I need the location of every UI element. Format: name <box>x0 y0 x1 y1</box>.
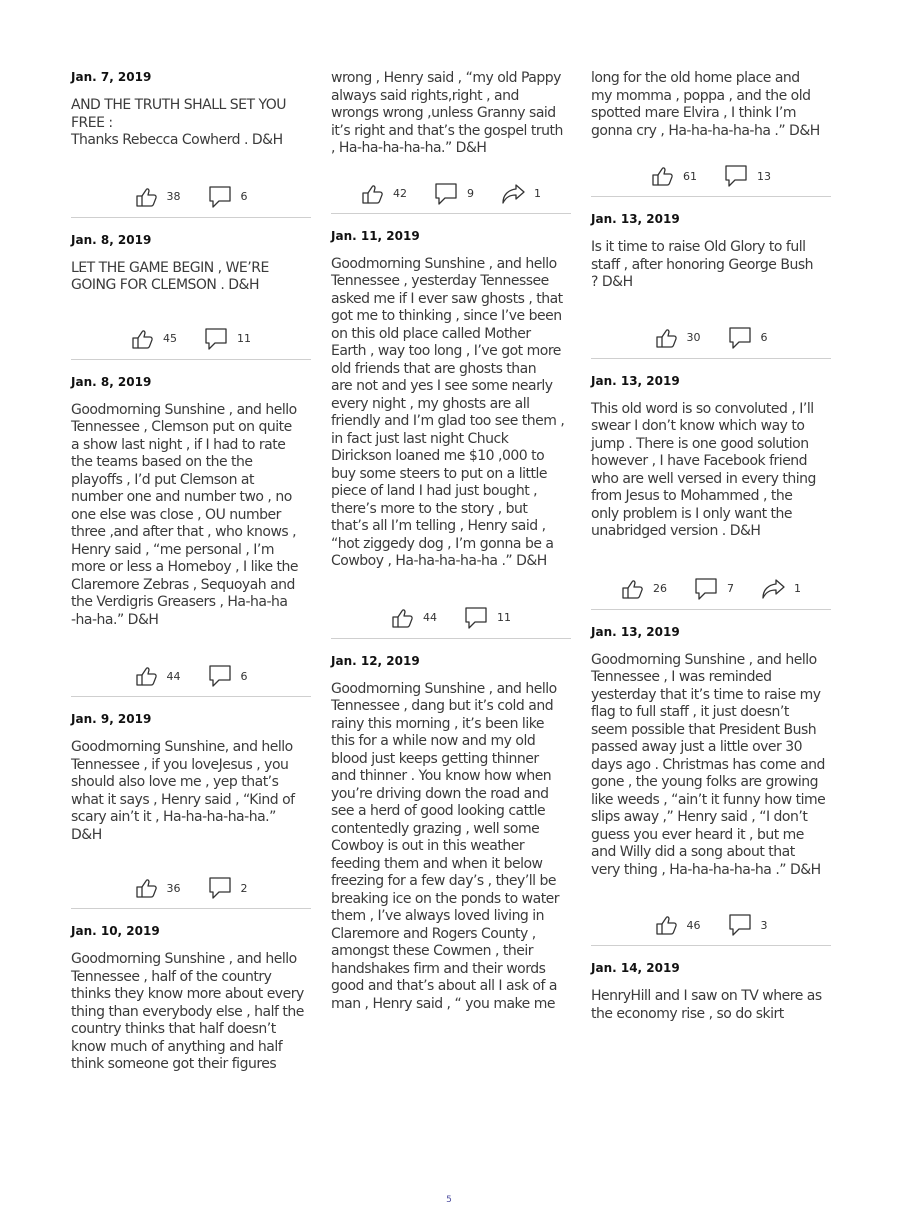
comment-button[interactable] <box>207 876 248 900</box>
share-button[interactable] <box>760 578 801 600</box>
like-button[interactable] <box>131 328 177 350</box>
post <box>591 212 831 350</box>
comment-icon <box>693 577 719 601</box>
like-count: 45 <box>163 332 177 345</box>
share-button[interactable] <box>500 183 541 205</box>
comment-icon <box>207 876 233 900</box>
divider <box>591 358 831 359</box>
thumbs-up-icon <box>131 328 155 350</box>
comment-icon <box>463 606 489 630</box>
like-button[interactable] <box>621 578 667 600</box>
like-button[interactable] <box>135 186 181 208</box>
post-text: Goodmorning Sunshine , and hello Tennessee , yesterday Tennessee asked me if I ever saw ghosts , that got me to thinking , since I’ve been on this old place called Mother Earth , way too long , I’ve got more old friends that are ghosts than are not and yes I see some nearly every night , my ghosts are all friendly and I’m glad too see them , in fact just last night Chuck Dirickson loaned me $10 ,000 to buy some steers to put on a little piece of land I had just bought , there’s more to the story , but that’s all I’m telling , Henry said , “hot ziggedy dog , I’m gonna be a Cowboy , Ha-ha-ha-ha-ha .” D&H <box>331 255 565 569</box>
thumbs-up-icon <box>361 183 385 205</box>
post-text: Goodmorning Sunshine , and hello Tennessee , dang but it’s cold and rainy this morning , it’s been like this for a while now and my old blood just keeps getting thinner and thinner . You know how when you’re driving down the road and see a herd of good looking cattle contentedly grazing , well some Cowboy is out in this weather feeding them and when it below freezing for a few day’s , they’ll be breaking ice on the ponds to water them , I’ve always loved living in Claremore and Rogers County , amongst these Cowmen , their handshakes firm and their words good and that’s about all I ask of a man , Henry said , “ you make me <box>331 680 560 1012</box>
post-text: HenryHill and I saw on TV where as the economy rise , so do skirt <box>591 988 822 1022</box>
comment-count: 7 <box>727 582 734 595</box>
comment-count: 6 <box>760 331 768 344</box>
comment-count: 6 <box>240 190 248 203</box>
like-count: 38 <box>166 190 181 203</box>
post-date: Jan. 8, 2019 <box>71 374 152 389</box>
post-stats <box>331 182 571 206</box>
column-1 <box>71 70 311 1074</box>
like-button[interactable] <box>655 914 701 936</box>
share-count: 1 <box>794 582 801 595</box>
comment-icon <box>723 164 749 188</box>
divider <box>71 908 311 909</box>
post-text: wrong , Henry said , “my old Pappy always said rights,right , and wrongs wrong ,unless Granny said it’s right and that’s the gospel truth , Ha-ha-ha-ha-ha.” D&H <box>331 70 563 156</box>
divider <box>591 945 831 946</box>
like-count: 44 <box>166 669 181 683</box>
post-date: Jan. 7, 2019 <box>71 70 152 84</box>
thumbs-up-icon <box>135 665 159 687</box>
comment-count: 6 <box>240 669 248 683</box>
comment-button[interactable] <box>207 664 248 688</box>
like-button[interactable] <box>651 165 697 187</box>
comment-count: 13 <box>757 169 771 183</box>
post-date: Jan. 14, 2019 <box>591 961 680 975</box>
comment-button[interactable] <box>727 326 768 350</box>
divider <box>331 213 571 214</box>
comment-icon <box>433 182 459 206</box>
post-text: Goodmorning Sunshine , and hello Tennessee , Clemson put on quite a show last night , if I had to rate the teams based on the the playoffs , I’d put Clemson at number one and number two , no one else was close , OU number three ,and after that , who knows , Henry said , “me personal , I’m more or less a Homeboy , I like the Claremore Zebras , Sequoyah and the Verdigris Greasers , Ha-ha-ha -ha-ha.” D&H <box>71 401 298 628</box>
comment-button[interactable] <box>207 185 248 209</box>
like-count: 36 <box>166 881 181 895</box>
comment-button[interactable] <box>727 913 768 937</box>
post <box>71 712 311 900</box>
share-arrow-icon <box>500 183 526 205</box>
comment-count: 11 <box>497 611 511 624</box>
divider <box>591 196 831 197</box>
post-date: Jan. 8, 2019 <box>71 232 152 247</box>
post <box>591 374 831 601</box>
thumbs-up-icon <box>621 578 645 600</box>
post <box>71 233 311 351</box>
thumbs-up-icon <box>655 914 679 936</box>
post-stats <box>591 326 831 350</box>
post-text: LET THE GAME BEGIN , WE’RE GOING FOR CLEMSON . D&H <box>71 259 269 293</box>
comment-icon <box>207 664 233 688</box>
post-text: AND THE TRUTH SHALL SET YOU FREE : Thanks Rebecca Cowherd . D&H <box>71 97 287 148</box>
like-count: 42 <box>393 187 407 200</box>
post-continuation <box>331 70 571 206</box>
like-button[interactable] <box>135 877 181 899</box>
post-text: long for the old home place and my momma , poppa , and the old spotted mare Elvira , I think I’m gonna cry , Ha-ha-ha-ha-ha .” D&H <box>591 70 820 139</box>
post-stats <box>591 164 831 188</box>
column-2 <box>331 70 571 1013</box>
post-date: Jan. 11, 2019 <box>331 228 420 243</box>
divider <box>331 638 571 639</box>
comment-icon <box>727 326 753 350</box>
divider <box>71 359 311 360</box>
post-date: Jan. 10, 2019 <box>71 924 160 938</box>
post-text: Goodmorning Sunshine , and hello Tennessee , I was reminded yesterday that it’s time to raise my flag to full staff , it just doesn’t seem possible that President Bush passed away just a little over 30 days ago . Christmas has come and gone , the young folks are growing like weeds , “ain’t it funny how time slips away ,” Henry said , “I don’t guess you ever heard it , but me and Willy did a song about that very thing , Ha-ha-ha-ha-ha .” D&H <box>591 651 826 878</box>
comment-button[interactable] <box>693 577 734 601</box>
post-text: Goodmorning Sunshine, and hello Tennessee , if you loveJesus , you should also love me , yep that’s what it says , Henry said , “Kind of scary ain’t it , Ha-ha-ha-ha-ha.” D&H <box>71 739 295 843</box>
like-button[interactable] <box>655 327 701 349</box>
post-text: Is it time to raise Old Glory to full staff , after honoring George Bush ? D&H <box>591 239 814 290</box>
post-date: Jan. 13, 2019 <box>591 373 680 388</box>
share-arrow-icon <box>760 578 786 600</box>
like-button[interactable] <box>391 607 437 629</box>
divider <box>71 217 311 218</box>
post-text: Goodmorning Sunshine , and hello Tennessee , half of the country thinks they know more about every thing than everybody else , half the country thinks that half doesn’t know much of anything and half think someone got their figures <box>71 951 304 1072</box>
comment-count: 2 <box>240 881 248 895</box>
post <box>71 375 311 689</box>
post-continuation <box>591 70 831 188</box>
like-count: 44 <box>423 611 437 624</box>
thumbs-up-icon <box>135 877 159 899</box>
comment-count: 9 <box>467 187 474 200</box>
divider <box>591 609 831 610</box>
thumbs-up-icon <box>651 165 675 187</box>
comment-icon <box>203 327 229 351</box>
comment-icon <box>207 185 233 209</box>
thumbs-up-icon <box>391 607 415 629</box>
post-stats <box>71 876 311 900</box>
post-date: Jan. 9, 2019 <box>71 712 152 726</box>
post-stats <box>71 664 311 688</box>
comment-icon <box>727 913 753 937</box>
like-count: 46 <box>686 918 701 932</box>
like-count: 61 <box>683 169 697 183</box>
post-stats <box>71 185 311 209</box>
page-number: 5 <box>446 1195 452 1205</box>
share-count: 1 <box>534 187 541 200</box>
post-stats <box>591 913 831 937</box>
post-stats <box>71 327 311 351</box>
post <box>591 961 831 1023</box>
post-date: Jan. 12, 2019 <box>331 653 420 668</box>
comment-count: 3 <box>760 918 768 932</box>
like-button[interactable] <box>135 665 181 687</box>
post-stats <box>331 606 571 630</box>
post <box>71 924 311 1074</box>
comment-button[interactable] <box>433 182 474 206</box>
like-button[interactable] <box>361 183 407 205</box>
comment-count: 11 <box>237 332 251 345</box>
divider <box>71 696 311 697</box>
thumbs-up-icon <box>655 327 679 349</box>
comment-button[interactable] <box>723 164 771 188</box>
thumbs-up-icon <box>135 186 159 208</box>
like-count: 26 <box>653 582 667 595</box>
like-count: 30 <box>686 331 701 344</box>
post <box>591 625 831 938</box>
post-date: Jan. 13, 2019 <box>591 212 680 226</box>
post-stats <box>591 577 831 601</box>
post <box>331 229 571 630</box>
column-3 <box>591 70 831 1023</box>
comment-button[interactable] <box>463 606 511 630</box>
post <box>71 70 311 209</box>
comment-button[interactable] <box>203 327 251 351</box>
post-text: This old word is so convoluted , I’ll swear I don’t know which way to jump . There is one good solution however , I have Facebook friend who are well versed in every thing from Jesus to Mohammed , the only problem is I only want the unabridged version . D&H <box>591 400 816 539</box>
post-date: Jan. 13, 2019 <box>591 624 680 639</box>
post <box>331 654 571 1014</box>
